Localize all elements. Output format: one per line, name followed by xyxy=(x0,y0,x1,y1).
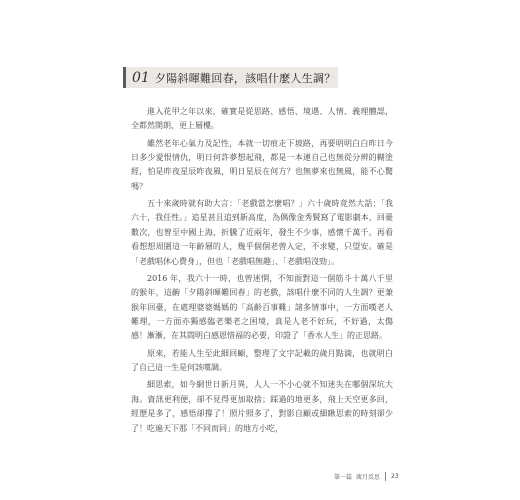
page-footer xyxy=(334,472,399,481)
paragraph: 雖然老年心氣力及記性，本就一切痕走下坡路，再要明明白白昨日今日多少愛恨情仇，明日何許夢想起飛，都是一本連自己也無從分辨的糊塗經，怕是昨夜星辰昨夜風，明日星辰在何方？也無夢來也無風，能不心驚嗎？ xyxy=(131,138,393,191)
paragraph: 進入花甲之年以來，確實是從思路、感悟、境遇、人情、義理體認，全都然開朗，更上層樓。 xyxy=(131,107,393,131)
footer-section-title: 歲月反思 xyxy=(356,474,381,481)
paragraph: 細思索，如今網世日新月異，人人一不小心就不知迷失在哪個深坑大海。資訊更利便，卻不見得更加取捨；踩過的地更多，飛上天空更多回，經歷是多了，感悟卻撐了！照片照多了，對影自顧或細瞅思索的時刻卻少了！吃遍天下那「不同而同」的地方小吃， xyxy=(131,380,393,433)
footer-divider xyxy=(385,472,386,481)
page-number: 23 xyxy=(391,473,399,480)
paragraph: 原來，若能人生至此細回顧，整理了文字記載的歲月點滴，也就明白了自己這一生是何該嘆調。 xyxy=(131,348,393,373)
chapter-title: 夕陽斜暉難回春，該唱什麼人生調？ xyxy=(154,71,336,85)
paragraph: 2016 年，我六十一時，也曾迷惘，不知面對這一個筋斗十萬八千里的猴年，這齣「夕陽斜暉難回春」的老戲，該唱什麼不同的人生調？更兼猴年回臺，在處理婆婆媽媽的「高齡百事難」諸多情事中，一方面嘆老人難理，一方面亦獨感臨老樂老之困境，真是人老不好玩，不好過，太傷感！漸漸，在其間明白感恩惜福的必要，印證了「香水人生」的正思路。 xyxy=(131,273,393,341)
paragraph: 五十來歲時就有助大言：「老戲當怎麼唱？」六十歲時竟然大話：「我六十，我任性。」追星甚且追到新高度，為偶像金秀賢寫了電影劇本，回臺數次，也曾至中國上海，折騰了近兩年，發生不少事，感懷千萬千。再看看想想周圍這一年齡層的人，幾乎個個老曾入定，不求變，只望安。確是「老戲唱休心費身」，但也「老戲唱無趣」、「老戲唱沒勁」。 xyxy=(131,199,393,266)
chapter-heading xyxy=(123,67,338,88)
body-text xyxy=(131,105,393,439)
footer-section: 第一篇 xyxy=(334,474,353,481)
chapter-number: 01 xyxy=(132,69,150,86)
